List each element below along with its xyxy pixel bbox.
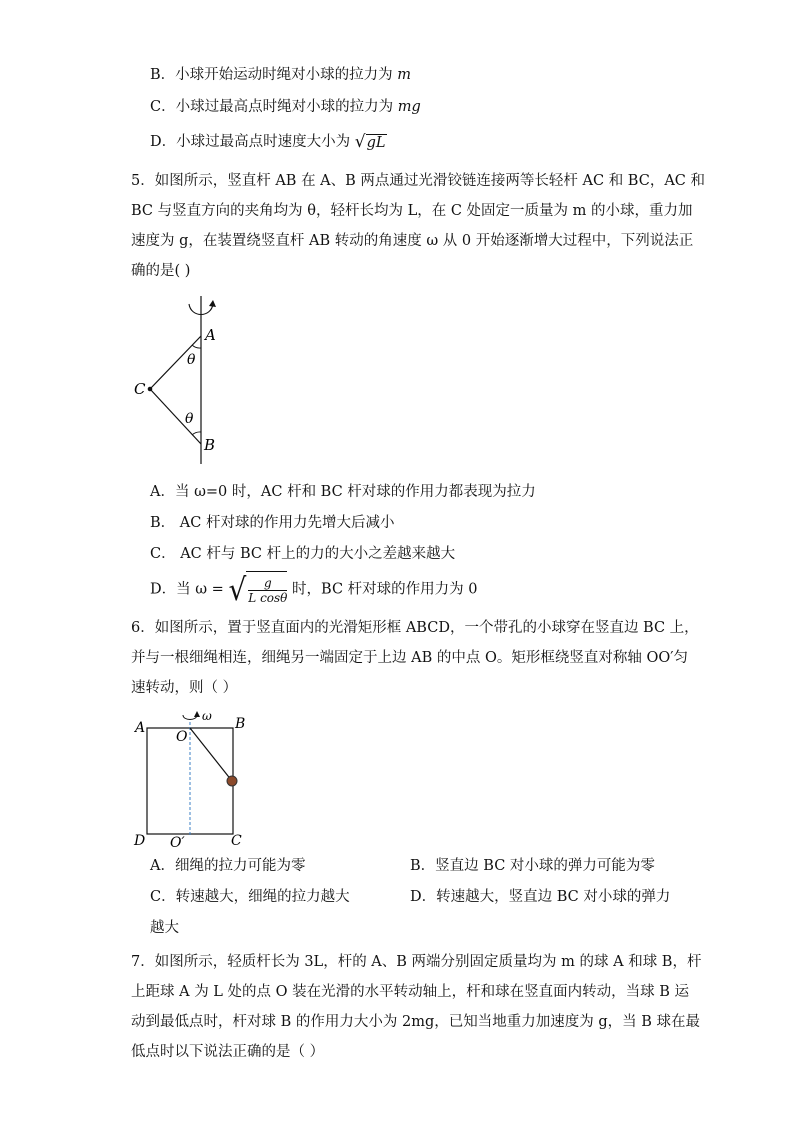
- q5-option-d-prefix: D．当 ω =: [150, 581, 224, 598]
- q4-option-d-text: D．小球过最高点时速度大小为: [150, 134, 351, 150]
- q5-option-d-suffix: 时，BC 杆对球的作用力为 0: [292, 581, 478, 598]
- fraction-numerator: g: [248, 576, 287, 591]
- label-a: A: [135, 720, 146, 736]
- q7-stem-line-2: 上距球 A 为 L 处的点 O 装在光滑的水平转动轴上，杆和球在竖直面内转动，当球 B 运: [131, 984, 690, 1000]
- q5-figure-rotating-rods: [125, 292, 225, 467]
- angle-arc-a: [192, 345, 201, 348]
- q6-option-d: D．转速越大，竖直边 BC 对小球的弹力: [410, 889, 671, 905]
- q6-option-b: B．竖直边 BC 对小球的弹力可能为零: [410, 858, 655, 874]
- sqrt-fraction: √ $\frac{g}{\text{L cosθ}}$: [228, 570, 288, 608]
- q5-stem-line-1: 5．如图所示，竖直杆 AB 在 A、B 两点通过光滑铰链连接两等长轻杆 AC 和 BC，AC 和: [131, 173, 706, 189]
- q4-option-b-text: B．小球开始运动时绳对小球的拉力为: [150, 67, 393, 83]
- q5-stem-line-2: BC 与竖直方向的夹角均为 θ，轻杆长均为 L，在 C 处固定一质量为 m 的小球，重力加: [131, 203, 693, 219]
- label-d: D: [134, 833, 146, 849]
- ball-c: [148, 387, 153, 392]
- q4-option-c: [150, 96, 421, 118]
- fraction-denominator: L cosθ: [248, 590, 288, 605]
- ball-on-bc: [227, 776, 237, 786]
- string-line: [190, 728, 232, 781]
- sqrt-gl-radicand: gL: [366, 134, 386, 151]
- label-o: O: [176, 729, 188, 745]
- q6-option-a: A．细绳的拉力可能为零: [150, 858, 306, 874]
- angle-arc-b: [192, 432, 201, 435]
- fraction-g-over-lcos: [248, 576, 287, 605]
- q4-option-d: [150, 131, 387, 153]
- label-o-prime: O′: [170, 835, 185, 851]
- q6-option-d-continued: 越大: [150, 920, 179, 936]
- q5-option-b: B． AC 杆对球的作用力先增大后减小: [150, 515, 395, 531]
- label-a: A: [205, 326, 216, 344]
- label-c: C: [134, 380, 146, 398]
- label-b: B: [204, 436, 216, 454]
- rotation-arrowhead-icon: [194, 711, 200, 717]
- q5-option-a: A．当 ω=0 时，AC 杆和 BC 杆对球的作用力都表现为拉力: [150, 484, 536, 500]
- q6-figure-rectangular-frame: [128, 708, 258, 854]
- label-c: C: [231, 833, 242, 849]
- q4-option-b: [150, 64, 411, 86]
- q6-option-c: C．转速越大，细绳的拉力越大: [150, 889, 350, 905]
- q4-option-c-text: C．小球过最高点时绳对小球的拉力为: [150, 99, 394, 115]
- q6-stem-line-3: 速转动，则（ ）: [131, 680, 238, 696]
- label-b: B: [235, 716, 246, 732]
- rotation-arrowhead-icon: [209, 300, 216, 307]
- q6-stem-line-1: 6．如图所示，置于竖直面内的光滑矩形框 ABCD，一个带孔的小球穿在竖直边 BC 上，: [131, 620, 699, 636]
- sqrt-gl: √gL: [354, 132, 386, 152]
- q6-stem-line-2: 并与一根细绳相连，细绳另一端固定于上边 AB 的中点 O。矩形框绕竖直对称轴 OO′匀: [131, 650, 689, 666]
- q5-stem-line-4: 确的是( ): [131, 263, 191, 279]
- q7-stem-line-4: 低点时以下说法正确的是（ ）: [131, 1044, 325, 1060]
- label-theta-top: θ: [187, 352, 196, 368]
- label-omega: ω: [202, 709, 212, 723]
- q7-stem-line-1: 7．如图所示，轻质杆长为 3L，杆的 A、B 两端分别固定质量均为 m 的球 A 和球 B，杆: [131, 954, 702, 970]
- q7-stem-line-3: 动到最低点时，杆对球 B 的作用力大小为 2mg，已知当地重力加速度为 g，当 B 球在最: [131, 1014, 701, 1030]
- q5-option-d: [150, 571, 477, 608]
- q5-stem-line-3: 速度为 g，在装置绕竖直杆 AB 转动的角速度 ω 从 0 开始逐渐增大过程中，下列说法正: [131, 233, 694, 249]
- q4-option-c-weight: mg: [397, 99, 421, 115]
- q4-option-b-mass: m: [397, 67, 412, 83]
- q5-option-c: C． AC 杆与 BC 杆上的力的大小之差越来越大: [150, 546, 456, 562]
- label-theta-bottom: θ: [185, 411, 194, 427]
